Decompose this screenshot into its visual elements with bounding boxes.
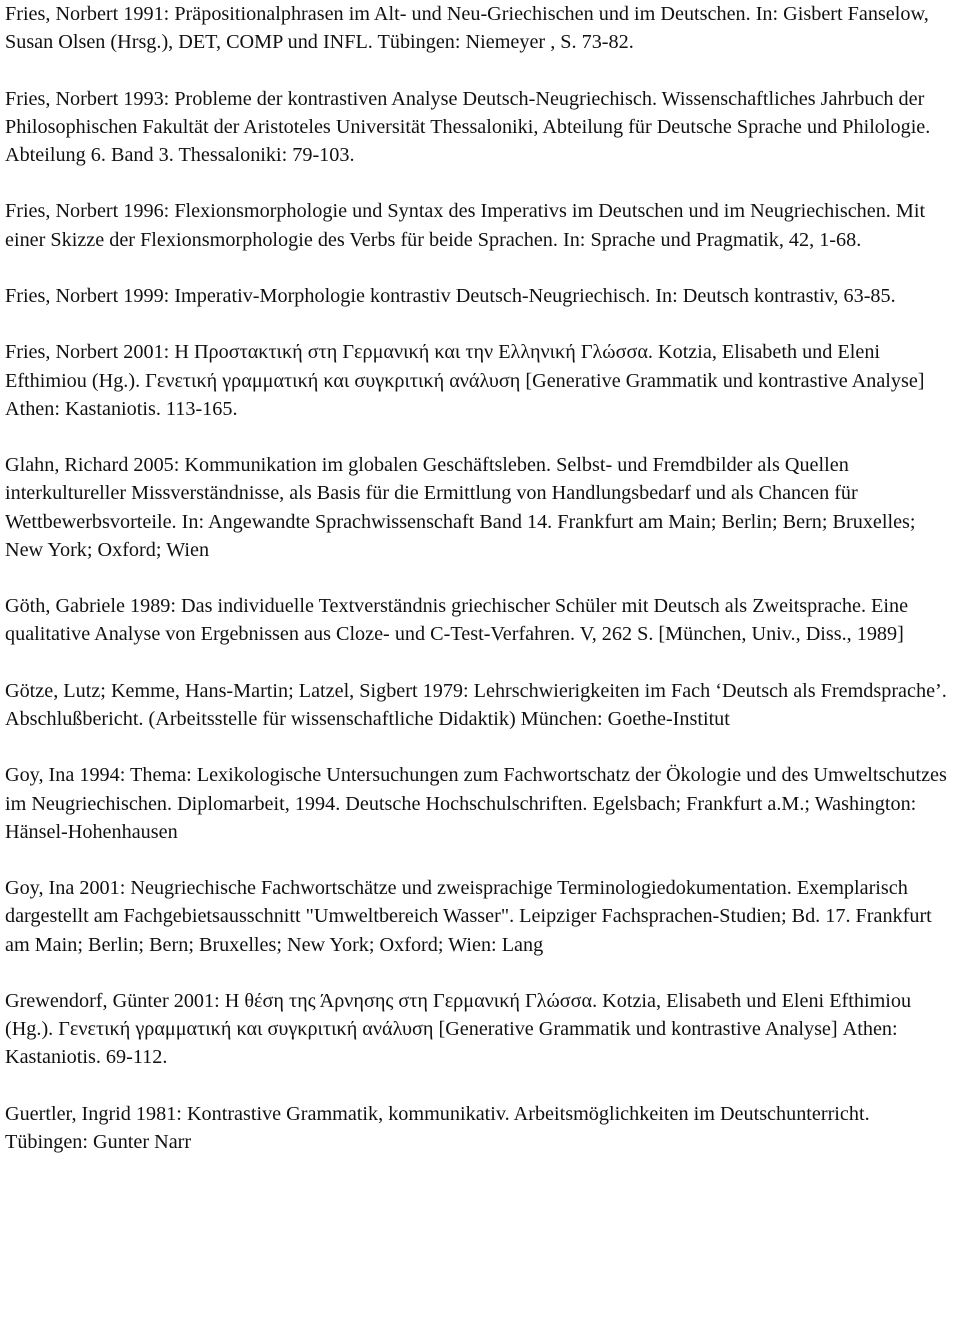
bibliography-entry-goy-1994: Goy, Ina 1994: Thema: Lexikologische Untersuchungen zum Fachwortschatz der Ökologie und des Umweltschutzes im Neugriechischen. Diplomarbeit, 1994. Deutsche Hochschulschriften. Egelsbach; Frankfurt a.M.; Washington: Hänsel-Hohenhausen: [5, 764, 947, 843]
bibliography-entry-grewendorf-2001: Grewendorf, Günter 2001: Η θέση της Άρνησης στη Γερμανική Γλώσσα. Kotzia, Elisabeth und Eleni Efthimiou (Hg.). Γενετική γραμματική και συγκριτική ανάλυση [Generative Grammatik und kontrastive Analyse] Athen: Kastaniotis. 69-112.: [5, 989, 912, 1069]
bibliography-entry-goy-2001: Goy, Ina 2001: Neugriechische Fachwortschätze und zweisprachige Terminologiedokumentation. Exemplarisch dargestellt am Fachgebietsausschnitt "Umweltbereich Wasser". Leipziger Fachsprachen-Studien; Bd. 17. Frankfurt am Main; Berlin; Bern; Bruxelles; New York; Oxford; Wien: Lang: [5, 877, 932, 956]
bibliography-entry-fries-1991: Fries, Norbert 1991: Präpositionalphrasen im Alt- und Neu-Griechischen und im Deutschen. In: Gisbert Fanselow, Susan Olsen (Hrsg.), DET, COMP und INFL. Tübingen: Niemeyer , S. 73-82.: [5, 3, 929, 54]
bibliography-entry-glahn-2005: Glahn, Richard 2005: Kommunikation im globalen Geschäftsleben. Selbst- und Fremdbilder als Quellen interkultureller Missverständnisse, als Basis für die Ermittlung von Handlungsbedarf und als Chancen für Wettbewerbsvorteile. In: Angewandte Sprachwissenschaft Band 14. Frankfurt am Main; Berlin; Bern; Bruxelles; New York; Oxford; Wien: [5, 454, 916, 561]
bibliography-page: [5, 0, 957, 1184]
bibliography-entry-fries-2001: Fries, Norbert 2001: Η Προστακτική στη Γερμανική και την Ελληνική Γλώσσα. Kotzia, Elisabeth und Eleni Efthimiou (Hg.). Γενετική γραμματική και συγκριτική ανάλυση [Generative Grammatik und kontrastive Analyse] Athen: Kastaniotis. 113-165.: [5, 341, 925, 420]
bibliography-entry-fries-1999: Fries, Norbert 1999: Imperativ-Morphologie kontrastiv Deutsch-Neugriechisch. In: Deutsch kontrastiv, 63-85.: [5, 284, 896, 307]
bibliography-entry-goetze-1979: Götze, Lutz; Kemme, Hans-Martin; Latzel, Sigbert 1979: Lehrschwierigkeiten im Fach ‘Deutsch als Fremdsprache’. Abschlußbericht. (Arbeitsstelle für wissenschaftliche Didaktik) München: Goethe-Institut: [5, 679, 947, 730]
bibliography-entry-fries-1996: Fries, Norbert 1996: Flexionsmorphologie und Syntax des Imperativs im Deutschen und im Neugriechischen. Mit einer Skizze der Flexionsmorphologie des Verbs für beide Sprachen. In: Sprache und Pragmatik, 42, 1-68.: [5, 200, 926, 251]
bibliography-entry-fries-1993: Fries, Norbert 1993: Probleme der kontrastiven Analyse Deutsch-Neugriechisch. Wissenschaftliches Jahrbuch der Philosophischen Fakultät der Aristoteles Universität Thessaloniki, Abteilung für Deutsche Sprache und Philologie. Abteilung 6. Band 3. Thessaloniki: 79-103.: [5, 87, 931, 166]
bibliography-entry-goeth-1989: Göth, Gabriele 1989: Das individuelle Textverständnis griechischer Schüler mit Deutsch als Zweitsprache. Eine qualitative Analyse von Ergebnissen aus Cloze- und C-Test-Verfahren. V, 262 S. [München, Univ., Diss., 1989]: [5, 595, 909, 646]
bibliography-entry-guertler-1981: Guertler, Ingrid 1981: Kontrastive Grammatik, kommunikativ. Arbeitsmöglichkeiten im Deutschunterricht. Tübingen: Gunter Narr: [5, 1102, 870, 1153]
